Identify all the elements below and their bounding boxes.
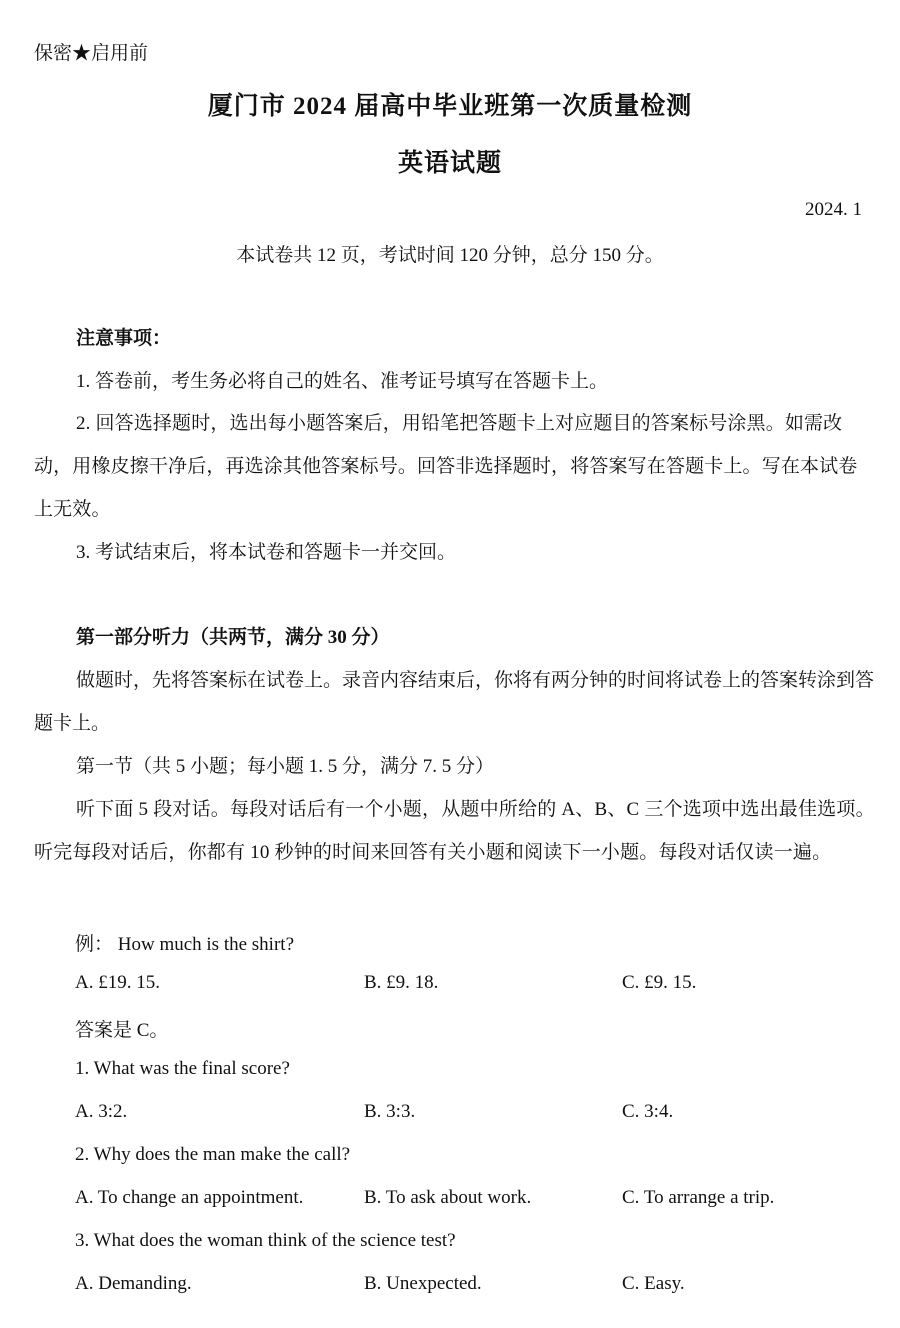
- part1-heading: 第一部分听力（共两节，满分 30 分）: [76, 627, 390, 648]
- question-3-option-c: C. Easy.: [622, 1273, 685, 1294]
- example-option-a: A. £19. 15.: [75, 972, 160, 993]
- question-2-option-a: A. To change an appointment.: [75, 1187, 304, 1208]
- section-title: 第一节（共 5 小题；每小题 1. 5 分，满分 7. 5 分）: [76, 756, 495, 777]
- example-option-b: B. £9. 18.: [364, 972, 439, 993]
- exam-subtitle: 英语试题: [397, 150, 502, 177]
- notes-item-1: 1. 答卷前，考生务必将自己的姓名、准考证号填写在答题卡上。: [76, 371, 609, 392]
- question-2: 2. Why does the man make the call?: [75, 1144, 351, 1165]
- exam-intro: 本试卷共 12 页，考试时间 120 分钟，总分 150 分。: [236, 245, 664, 266]
- question-1-option-b: B. 3:3.: [364, 1101, 416, 1122]
- confidential-label: 保密★启用前: [34, 43, 149, 64]
- question-3: 3. What does the woman think of the science test?: [75, 1230, 456, 1251]
- question-2-option-c: C. To arrange a trip.: [622, 1187, 775, 1208]
- question-1-option-c: C. 3:4.: [622, 1101, 674, 1122]
- exam-title: 厦门市 2024 届高中毕业班第一次质量检测: [207, 93, 693, 120]
- notes-item-2: 2. 回答选择题时，选出每小题答案后，用铅笔把答题卡上对应题目的答案标号涂黑。如需改动，用橡皮擦干净后，再选涂其他答案标号。回答非选择题时，将答案写在答题卡上。写在本试卷上无效。: [34, 413, 858, 520]
- notes-item-3: 3. 考试结束后，将本试卷和答题卡一并交回。: [76, 542, 457, 563]
- example-question: 例： How much is the shirt?: [75, 934, 295, 955]
- question-1: 1. What was the final score?: [75, 1058, 290, 1079]
- question-3-option-b: B. Unexpected.: [364, 1273, 482, 1294]
- notes-heading: 注意事项：: [76, 328, 172, 349]
- exam-date: 2024. 1: [805, 199, 862, 220]
- section-instruction: 听下面 5 段对话。每段对话后有一个小题，从题中所给的 A、B、C 三个选项中选出最佳选项。听完每段对话后，你都有 10 秒钟的时间来回答有关小题和阅读下一小题。每段对话仅读一遍。: [34, 799, 875, 863]
- part1-instruction: 做题时，先将答案标在试卷上。录音内容结束后，你将有两分钟的时间将试卷上的答案转涂到答题卡上。: [34, 670, 875, 734]
- example-option-c: C. £9. 15.: [622, 972, 697, 993]
- example-answer: 答案是 C。: [75, 1020, 169, 1041]
- question-2-option-b: B. To ask about work.: [364, 1187, 532, 1208]
- question-3-option-a: A. Demanding.: [75, 1273, 192, 1294]
- question-1-option-a: A. 3:2.: [75, 1101, 128, 1122]
